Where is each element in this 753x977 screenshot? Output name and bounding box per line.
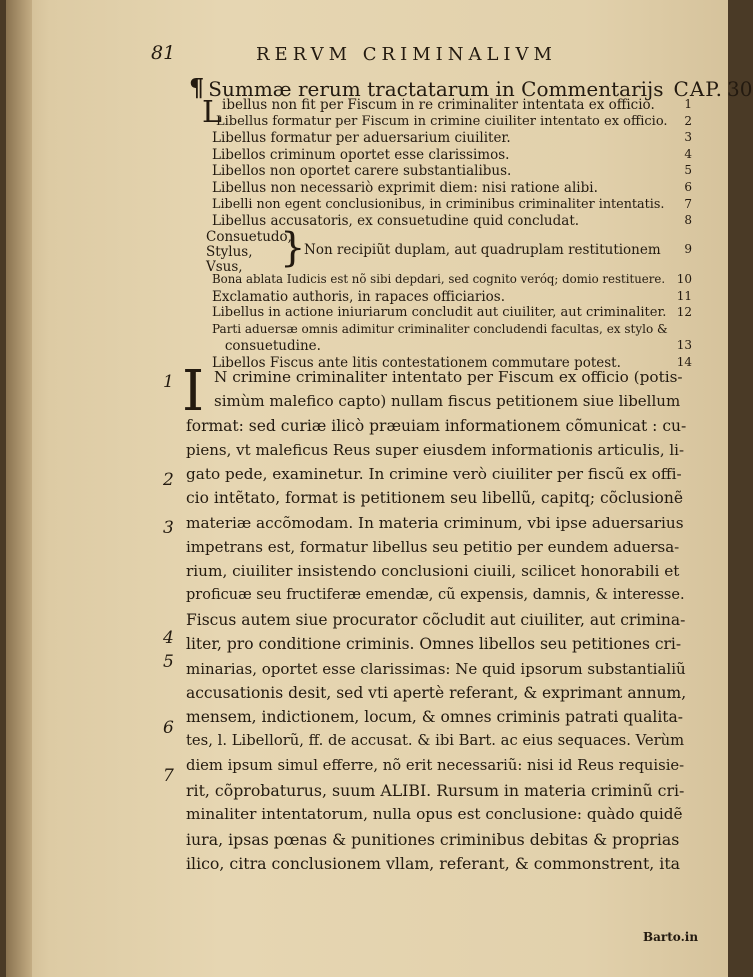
- text-line: piens, vt maleficus Reus super eiusdem informationis articulis, li-: [186, 440, 685, 459]
- brace-icon: }: [280, 225, 306, 271]
- drop-initial-i: I: [182, 359, 205, 424]
- summary-item: Libellus formatur per Fiscum in crimine ciuiliter intentato ex officio. 2: [216, 113, 692, 129]
- summary-item: Libellos Fiscus ante litis contestationem commutare potest. 14: [212, 354, 692, 371]
- text-line: proficuæ seu fructiferæ emendæ, cũ expensis, damnis, & interesse.: [186, 586, 685, 603]
- margin-number: 1: [163, 372, 174, 392]
- summary-item: ibellus non fit per Fiscum in re criminaliter intentata ex officio. 1: [222, 97, 692, 113]
- folio-number: 81: [151, 42, 176, 64]
- body-text: [186, 368, 686, 878]
- summary-item: Libelli non egent conclusionibus, in criminibus criminaliter intentatis. 7: [212, 196, 692, 212]
- running-title: RERVM CRIMINALIVM: [256, 44, 557, 65]
- text-line: iura, ipsas pœnas & punitiones criminibus debitas & proprias: [186, 829, 680, 849]
- page-gutter: [6, 0, 32, 977]
- text-line: rium, ciuiliter insistendo conclusioni ciuili, scilicet honorabili et: [186, 562, 680, 581]
- text-line: tes, l. Libellorũ, ff. de accusat. & ibi Bart. ac eius sequaces. Verùm: [186, 732, 685, 750]
- summary-item: Parti aduersæ omnis adimitur criminaliter concludendi facultas, ex stylo &: [212, 321, 668, 336]
- text-line: gato pede, examinetur. In crimine verò ciuiliter per fiscũ ex offi-: [186, 465, 682, 484]
- summary-item: Libellus non necessariò exprimit diem: nisi ratione alibi. 6: [212, 179, 692, 196]
- text-line: accusationis desit, sed vti apertè referant, & exprimant annum,: [186, 683, 687, 702]
- book-page: [6, 0, 753, 977]
- text-line: format: sed curiæ ilicò præuiam informationem cõmunicat : cu-: [186, 416, 687, 435]
- margin-number: 4: [163, 628, 174, 648]
- margin-number: 6: [163, 718, 174, 738]
- page-header: [151, 42, 671, 68]
- summary-list: [212, 97, 692, 230]
- catchword: Barto.in: [643, 930, 699, 944]
- text-line: cio intẽtato, format is petitionem seu libellũ, capitq; cõclusionẽ: [186, 489, 684, 508]
- text-line: mensem, indictionem, locum, & omnes criminis patrati qualita-: [186, 708, 683, 727]
- margin-number: 3: [163, 518, 174, 538]
- chapter-label: CAP.: [673, 77, 724, 101]
- text-line: impetrans est, formatur libellus seu petitio per eundem aduersa-: [186, 538, 680, 557]
- text-line: minarias, oportet esse clarissimas: Ne quid ipsorum substantialiũ: [186, 659, 686, 678]
- margin-number: 5: [163, 652, 174, 672]
- chapter-number: 30: [727, 77, 753, 101]
- drop-initial-l: L: [202, 95, 222, 130]
- text-line: liter, pro conditione criminis. Omnes libellos seu petitiones cri-: [186, 635, 682, 654]
- text-line: minaliter intentatorum, nulla opus est conclusione: quàdo quidẽ: [186, 805, 683, 824]
- text-line: simùm malefico capto) nullam fiscus petitionem siue libellum: [214, 392, 681, 411]
- text-line: Fiscus autem siue procurator cõcludit aut ciuiliter, aut crimina-: [186, 610, 686, 629]
- summary-item: consuetudine. 13: [212, 338, 692, 355]
- summary-list-continued: [212, 272, 692, 372]
- text-line: diem ipsum simul efferre, nõ erit necessariũ: nisi id Reus requisie-: [186, 756, 685, 774]
- margin-number: 7: [163, 766, 174, 786]
- summary-item: Libellos criminum oportet esse clarissimos. 4: [212, 146, 692, 163]
- text-line: ilico, citra conclusionem vllam, referant, & commonstrent, ita: [186, 853, 681, 873]
- brace-left-list: Consuetudo, Stylus, Vsus,: [206, 229, 292, 275]
- summary-item: Libellos non oportet carere substantialibus. 5: [212, 163, 692, 180]
- brace-entry: [206, 225, 692, 275]
- text-line: N crimine criminaliter intentato per Fiscum ex officio (potis-: [214, 368, 683, 386]
- brace-text: Non recipiũt duplam, aut quadruplam restitutionem: [304, 242, 661, 258]
- summary-item: Libellus in actione iniuriarum concludit aut ciuiliter, aut criminaliter. 12: [212, 305, 692, 321]
- summary-title-text: Summæ rerum tractatarum in Commentarijs: [208, 77, 664, 101]
- summary-item: Libellus formatur per aduersarium ciuiliter. 3: [212, 130, 692, 147]
- summary-item: Libellus accusatoris, ex consuetudine quid concludat. 8: [212, 213, 692, 230]
- pilcrow-icon: ¶: [189, 73, 205, 102]
- text-line: rit, cõprobaturus, suum ALIBI. Rursum in materia criminũ cri-: [186, 781, 685, 801]
- text-line: materiæ accõmodam. In materia criminum, vbi ipse aduersarius: [186, 513, 684, 532]
- brace-number: 9: [684, 242, 692, 256]
- summary-item: Exclamatio authoris, in rapaces officiarios. 11: [212, 288, 692, 305]
- summary-item: Bona ablata Iudicis est nõ sibi depdari, sed cognito veróq; domio restituere. 10: [212, 272, 692, 286]
- margin-number: 2: [163, 470, 174, 490]
